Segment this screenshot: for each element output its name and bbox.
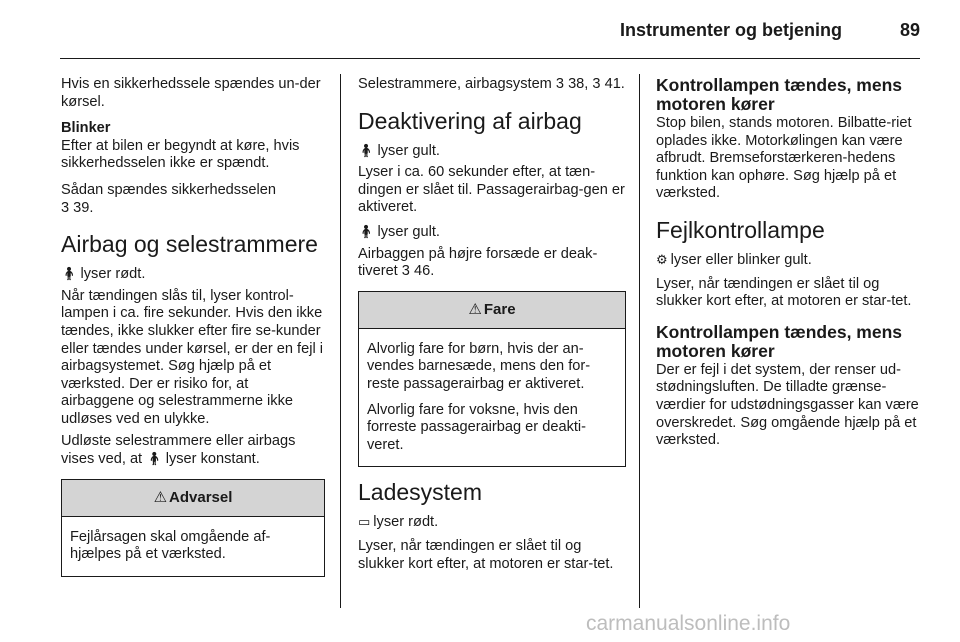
paragraph: [656, 251, 922, 270]
paragraph: [61, 182, 325, 217]
airbag-on-icon: 🧍︎: [358, 142, 375, 158]
paragraph: [358, 513, 626, 532]
text: lyser rødt.: [80, 266, 146, 283]
text: lyser gult.: [377, 142, 440, 159]
paragraph: Lyser i ca. 60 sekunder efter, at tæn-dingen er slået til. Passagerairbag-gen er aktiveret.: [358, 164, 625, 216]
section-heading-malfunction: Fejlkontrollampe: [656, 216, 825, 243]
section-heading-charging: Ladesystem: [358, 479, 483, 506]
section-heading-airbag: Airbag og selestrammere: [61, 231, 318, 258]
paragraph: Airbaggen på højre forsæde er deak-tiveret 3 46.: [358, 245, 598, 280]
danger-box: [358, 291, 626, 468]
paragraph: Selestrammere, airbagsystem 3 38, 3 41.: [358, 76, 625, 92]
paragraph: [61, 433, 325, 469]
warning-box: [61, 479, 325, 577]
paragraph: [61, 265, 325, 284]
paragraph: Stop bilen, stands motoren. Bilbatte-riet oplades ikke. Motorkølingen kan være afbrudt. Bremseforstærkeren-hedens funktion kan ophøre. Søg hjælp på et værksted.: [656, 115, 912, 202]
paragraph: Fejlårsagen skal omgående af-hjælpes på et værksted.: [70, 528, 271, 563]
paragraph: Alvorlig fare for voksne, hvis den forreste passagerairbag er deakti-veret.: [367, 401, 587, 453]
paragraph: Når tændingen slås til, lyser kontrol-lampen i ca. fire sekunder. Hvis den ikke tændes, ikke slukker efter fire se-kunder eller tændes under kørsel, er der en fejl i airbagsystemet. Søg hjælp på et værksted. Der er risiko for, at airbaggene og selestrammerne ikke udløses ved en ulykke.: [61, 287, 323, 427]
paragraph: Lyser, når tændingen er slået til og slukker kort efter, at motoren er star-tet.: [358, 537, 614, 572]
warning-triangle-icon: ⚠: [153, 488, 168, 506]
page-header: [0, 0, 960, 50]
danger-box-header: [359, 292, 625, 329]
paragraph: Lyser, når tændingen er slået til og slukker kort efter, at motoren er star-tet.: [656, 275, 912, 310]
column-2: [358, 76, 626, 582]
paragraph: [358, 223, 626, 242]
column-divider-1: [340, 74, 341, 608]
danger-box-body: [359, 329, 625, 467]
paragraph: Der er fejl i det system, der renser ud-stødningsluften. De tilladte grænse-værdier for udstødningsgasser kan være overskredet. Søg omgående hjælp på et værksted.: [656, 361, 919, 449]
warning-box-header: [62, 480, 324, 517]
airbag-icon: 🧍︎: [61, 266, 78, 282]
danger-title: Fare: [483, 300, 516, 318]
page-number: 89: [899, 20, 920, 40]
engine-icon: ⚙: [656, 251, 668, 267]
paragraph: Hvis en sikkerhedssele spændes un-der kørsel.: [61, 76, 321, 110]
header-title: Instrumenter og betjening: [619, 20, 842, 40]
section-heading-deactivation: Deaktivering af airbag: [358, 107, 582, 134]
watermark: carmanualsonline.info: [586, 612, 791, 635]
text: Sådan spændes sikkerhedsselen: [61, 181, 276, 198]
battery-icon: ▭: [358, 514, 371, 530]
text: lyser konstant.: [165, 451, 260, 468]
text: lyser gult.: [377, 223, 440, 240]
airbag-off-icon: 🧍︎: [358, 223, 375, 239]
text: lyser rødt.: [373, 514, 439, 531]
warning-triangle-icon: ⚠: [468, 300, 482, 318]
subheading: Kontrollampen tændes, mens motoren kører: [656, 321, 903, 361]
text: lyser eller blinker gult.: [670, 251, 812, 268]
airbag-icon: 🧍︎: [146, 451, 163, 467]
text: Udløste selestrammere eller airbags vises ved, at: [61, 432, 296, 468]
subheading: Kontrollampen tændes, mens motoren kører: [656, 75, 903, 114]
paragraph: Alvorlig fare for børn, hvis der an-vendes barnesæde, mens den for-reste passagerairbag er aktiveret.: [367, 340, 591, 392]
subheading-blinker: Blinker: [61, 120, 111, 137]
page-reference: 3 39.: [61, 199, 94, 216]
header-rule: [60, 58, 920, 59]
warning-box-body: [62, 517, 324, 576]
paragraph: [358, 142, 626, 161]
paragraph: Efter at bilen er begyndt at køre, hvis sikkerhedsselen ikke er spændt.: [61, 137, 300, 172]
warning-title: Advarsel: [169, 488, 233, 506]
column-divider-2: [639, 74, 640, 608]
column-3: [656, 76, 922, 459]
column-1: [61, 76, 325, 577]
